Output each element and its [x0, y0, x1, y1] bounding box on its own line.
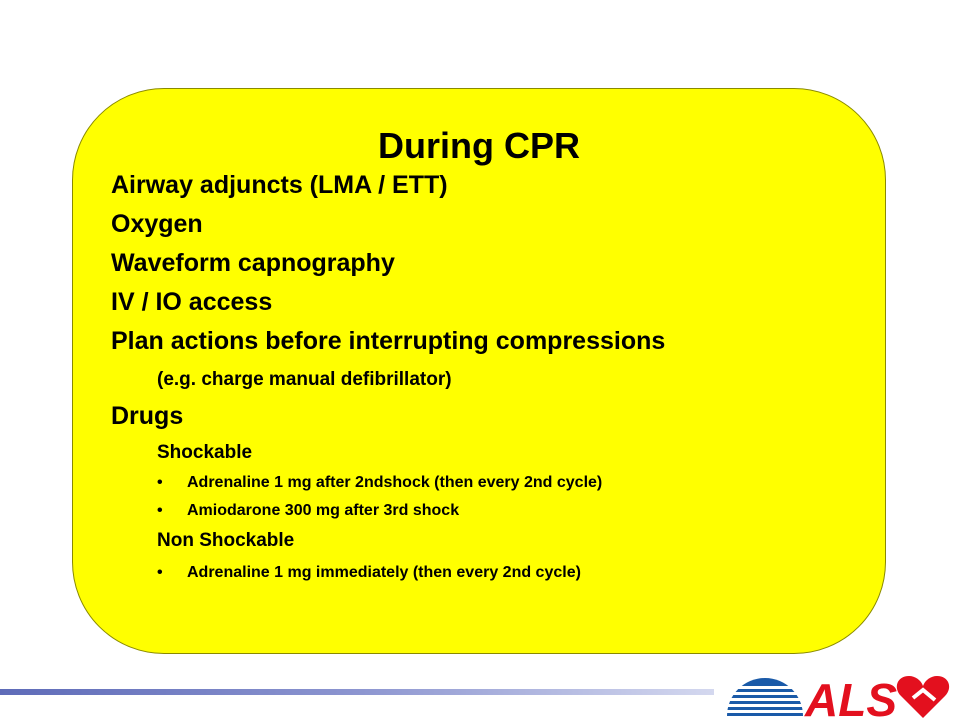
note-defibrillator: (e.g. charge manual defibrillator) — [157, 369, 452, 390]
bullet-text: Adrenaline 1 mg immediately (then every 2nd cycle) — [187, 564, 581, 581]
bullet-item — [157, 474, 602, 492]
shockable-label: Shockable — [157, 442, 253, 463]
logo-text: ALS — [805, 674, 897, 720]
item-oxygen: Oxygen — [111, 210, 203, 238]
non-shockable-label: Non Shockable — [157, 530, 295, 551]
bullet-item — [157, 564, 581, 582]
drugs-heading: Drugs — [111, 402, 184, 430]
bullet-text: Adrenaline 1 mg after 2ndshock (then every 2nd cycle) — [187, 474, 603, 491]
item-airway: Airway adjuncts (LMA / ETT) — [111, 171, 448, 199]
als-logo — [725, 668, 957, 720]
heart-icon — [897, 676, 949, 718]
bullet-glyph: • — [157, 474, 163, 491]
footer-divider — [0, 689, 714, 695]
item-iv-io: IV / IO access — [111, 288, 273, 316]
bullet-item — [157, 502, 459, 520]
item-capnography: Waveform capnography — [111, 249, 395, 277]
rising-sun-icon — [727, 678, 803, 716]
bullet-glyph: • — [157, 564, 163, 581]
item-plan-actions: Plan actions before interrupting compressions — [111, 327, 666, 355]
bullet-text: Amiodarone 300 mg after 3rd shock — [187, 502, 460, 519]
slide-title: During CPR — [378, 125, 580, 166]
bullet-glyph: • — [157, 502, 163, 519]
content-panel — [72, 88, 886, 654]
